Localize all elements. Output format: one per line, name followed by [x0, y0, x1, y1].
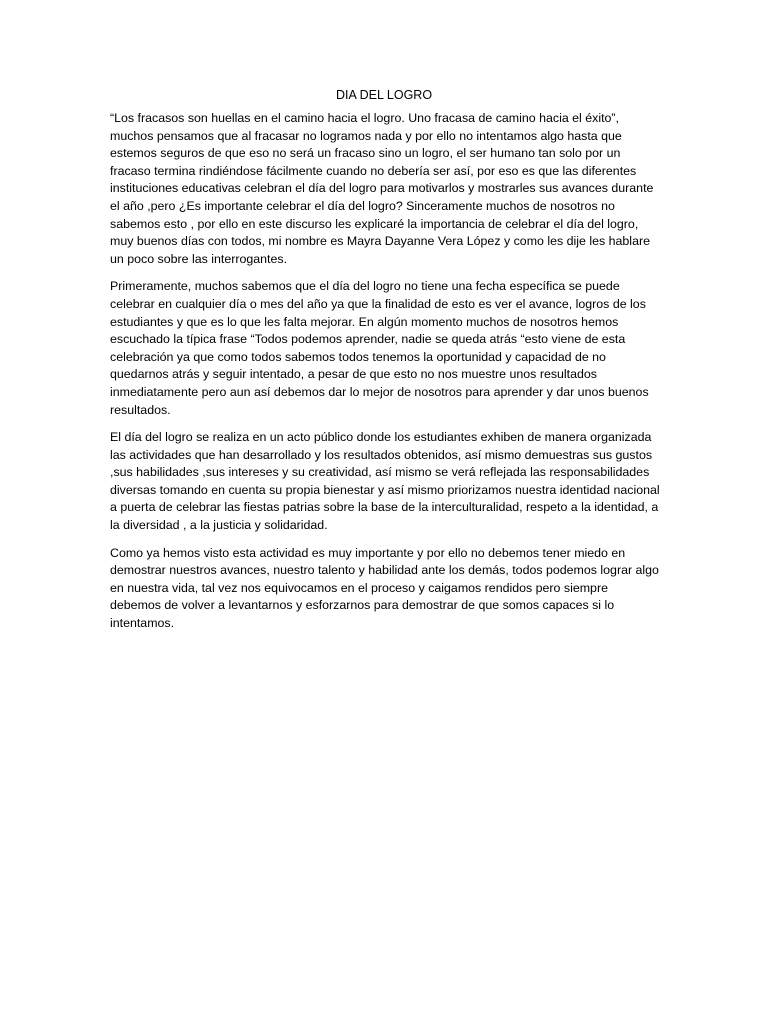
document-title: DIA DEL LOGRO — [335, 88, 433, 102]
paragraph-intro: “Los fracasos son huellas en el camino hacia el logro. Uno fracasa de camino hacia el éxito”, muchos pensamos que al fracasar no logramos nada y por ello no intentamos algo hasta que estemos seguros de que eso no será un fracaso sino un logro, el ser humano tan solo por un fracaso termina rindiéndose fácilmente cuando no debería ser así, por eso es que las diferentes instituciones educativas celebran el día del logro para motivarlos y mostrarles sus avances durante el año ,pero ¿Es importante celebrar el día del logro? Sinceramente muchos de nosotros no sabemos esto , por ello en este discurso les explicaré la importancia de celebrar el día del logro, muy buenos días con todos, mi nombre es Mayra Dayanne Vera López y como les dije les hablare un poco sobre las interrogantes. — [110, 111, 654, 266]
document-body — [110, 110, 660, 643]
paragraph-date-purpose: Primeramente, muchos sabemos que el día del logro no tiene una fecha específica se puede celebrar en cualquier día o mes del año ya que la finalidad de esto es ver el avance, logros de los estudiantes y que es lo que les falta mejorar. En algún momento muchos de nosotros hemos escuchado la típica frase “Todos podemos aprender, nadie se queda atrás “esto viene de esta celebración ya que como todos sabemos todos tenemos la oportunidad y capacidad de no quedarnos atrás y seguir intentado, a pesar de que esto no nos muestre unos resultados inmediatamente pero aun así debemos dar lo mejor de nosotros para aprender y dar unos buenos resultados. — [110, 279, 649, 417]
paragraph-public-event: El día del logro se realiza en un acto público donde los estudiantes exhiben de manera organizada las actividades que han desarrollado y los resultados obtenidos, así mismo demuestras sus gustos ,sus habilidades ,sus intereses y su creatividad, así mismo se verá reflejada las responsabilidades diversas tomando en cuenta su propia bienestar y así mismo priorizamos nuestra identidad nacional a puerta de celebrar las fiestas patrias sobre la base de la interculturalidad, respeto a la identidad, a la diversidad , a la justicia y solidaridad. — [110, 430, 660, 533]
paragraph-conclusion: Como ya hemos visto esta actividad es muy importante y por ello no debemos tener miedo en demostrar nuestros avances, nuestro talento y habilidad ante los demás, todos podemos lograr algo en nuestra vida, tal vez nos equivocamos en el proceso y caigamos rendidos pero siempre debemos de volver a levantarnos y esforzarnos para demostrar de que somos capaces si lo intentamos. — [110, 545, 659, 631]
